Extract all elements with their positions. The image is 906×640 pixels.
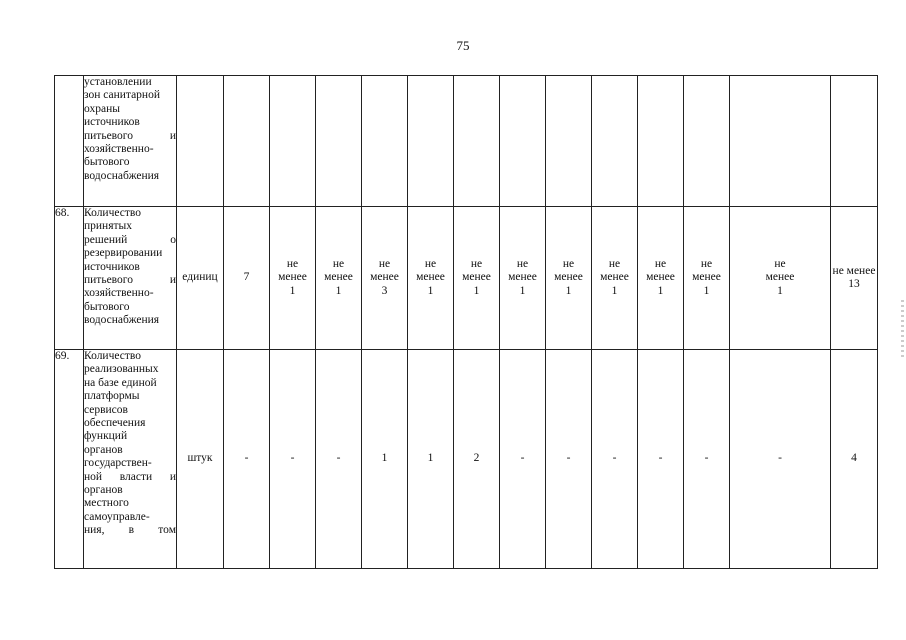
value-line: менее [462,271,491,284]
value-line: 1 [427,284,434,297]
value-line: менее [278,271,307,284]
indicator-name-line: Количество [84,350,141,362]
value-line: 1 [565,284,572,297]
value-line: менее [370,271,399,284]
value-line: 1 [473,284,480,297]
indicator-name-line: источников [84,260,140,273]
value-cell [454,207,500,350]
value-cell [362,76,408,207]
page-number: 75 [456,38,470,53]
indicator-name-line [84,524,176,537]
indicator-name-line: принятых [84,220,133,233]
word: питьевого [84,274,133,287]
value-line: 1 [777,284,783,297]
value-line: менее [508,271,537,284]
indicator-name-line: на базе единой [84,376,157,389]
indicator-name-line: платформы [84,390,140,403]
value-line: 1 [335,284,342,297]
value-cell [362,207,408,350]
value-cell [270,207,316,350]
value-line: не [286,257,299,270]
value-cell [730,207,831,350]
indicator-name-line: зон санитарной [84,89,160,102]
indicator-name-line: функций [84,430,128,443]
value-cell: - [730,350,831,569]
value-cell [546,207,592,350]
indicator-name-line [84,234,176,247]
indicator-name-line: сервисов [84,403,128,416]
value-line: не [332,257,345,270]
value-cell [592,207,638,350]
value-cell: - [224,350,270,569]
value-cell: 1 [408,350,454,569]
indicator-name-line: охраны [84,102,120,115]
value-line: не [562,257,575,270]
value-cell [638,207,684,350]
value-cell: 2 [454,350,500,569]
word: власти [119,470,153,483]
value-cell [500,207,546,350]
indicator-name-line [84,130,176,143]
scan-artifact [901,300,904,360]
value-cell: - [638,350,684,569]
value-cell [546,76,592,207]
value-line: 1 [703,284,710,297]
value-cell [638,76,684,207]
value-line: не [516,257,529,270]
value-cell [592,76,638,207]
word: ния, [84,524,105,537]
indicator-name-line [84,471,176,484]
indicator-name-line: водоснабжения [84,169,160,182]
word: в [128,524,135,537]
value-cell [454,76,500,207]
table-row [55,76,878,207]
value-line: 1 [289,284,296,297]
value-cell [408,207,454,350]
indicator-name-line: резервировании [84,247,163,260]
word: ной [84,470,103,483]
indicator-name-line: бытового [84,156,130,169]
value-line: не [774,257,786,270]
indicator-name-line: источников [84,116,140,129]
word: том [158,524,176,537]
table-row [55,350,878,569]
value-line: менее [416,271,445,284]
value-line: менее [324,271,353,284]
value-line: менее [692,271,721,284]
total-cell: не менее 13 [831,207,878,350]
value-cell [408,76,454,207]
row-number: 69. [55,350,84,569]
value-cell [684,76,730,207]
value-cell: - [546,350,592,569]
word: питьевого [84,129,133,142]
value-line: 1 [657,284,664,297]
value-cell [224,76,270,207]
indicator-name-line: местного [84,497,129,510]
value-line: менее [646,271,675,284]
value-line: не [378,257,391,270]
unit-cell: единиц [177,207,224,350]
value-cell: - [684,350,730,569]
word: и [169,274,176,287]
value-line: менее [600,271,629,284]
word: о [170,233,176,246]
value-cell [270,76,316,207]
value-cell [500,76,546,207]
value-cell [316,207,362,350]
value-line: менее [554,271,583,284]
unit-cell [177,76,224,207]
total-cell: 4 [831,350,878,569]
word: и [169,129,176,142]
indicator-name-line: государствен- [84,457,152,470]
row-number [55,76,84,207]
word: и [169,470,176,483]
indicator-name-line: самоуправле- [84,510,150,523]
indicators-table [54,75,878,569]
value-line: 3 [381,284,388,297]
value-line: не [608,257,621,270]
value-cell: - [500,350,546,569]
value-cell [730,76,831,207]
indicator-name [84,350,177,569]
indicator-name-line: хозяйственно- [84,287,154,300]
indicator-name-line: бытового [84,300,130,313]
value-cell [684,207,730,350]
indicator-name-line: органов [84,443,123,456]
indicator-name-line: хозяйственно- [84,143,154,156]
value-line: не [654,257,667,270]
value-line: 1 [611,284,618,297]
indicator-name-line: обеспечения [84,417,146,430]
value-line: менее [765,271,795,284]
value-cell: - [270,350,316,569]
indicator-name [84,76,177,207]
indicator-name-line: Количество [84,207,141,219]
value-line: не [470,257,483,270]
value-cell: 7 [224,207,270,350]
word: решений [84,233,128,246]
value-cell: - [592,350,638,569]
total-cell [831,76,878,207]
value-cell: 1 [362,350,408,569]
indicator-name-line [84,274,176,287]
value-cell [316,76,362,207]
indicator-name-line: водоснабжения [84,314,160,327]
indicator-name-line: органов [84,484,123,497]
indicator-name [84,207,177,350]
value-line: не [700,257,713,270]
value-line: 1 [519,284,526,297]
table-row [55,207,878,350]
value-line: не [424,257,437,270]
indicator-name-line: реализованных [84,363,159,376]
row-number: 68. [55,207,84,350]
unit-cell: штук [177,350,224,569]
indicator-name-line: установлении [84,76,152,88]
value-cell: - [316,350,362,569]
